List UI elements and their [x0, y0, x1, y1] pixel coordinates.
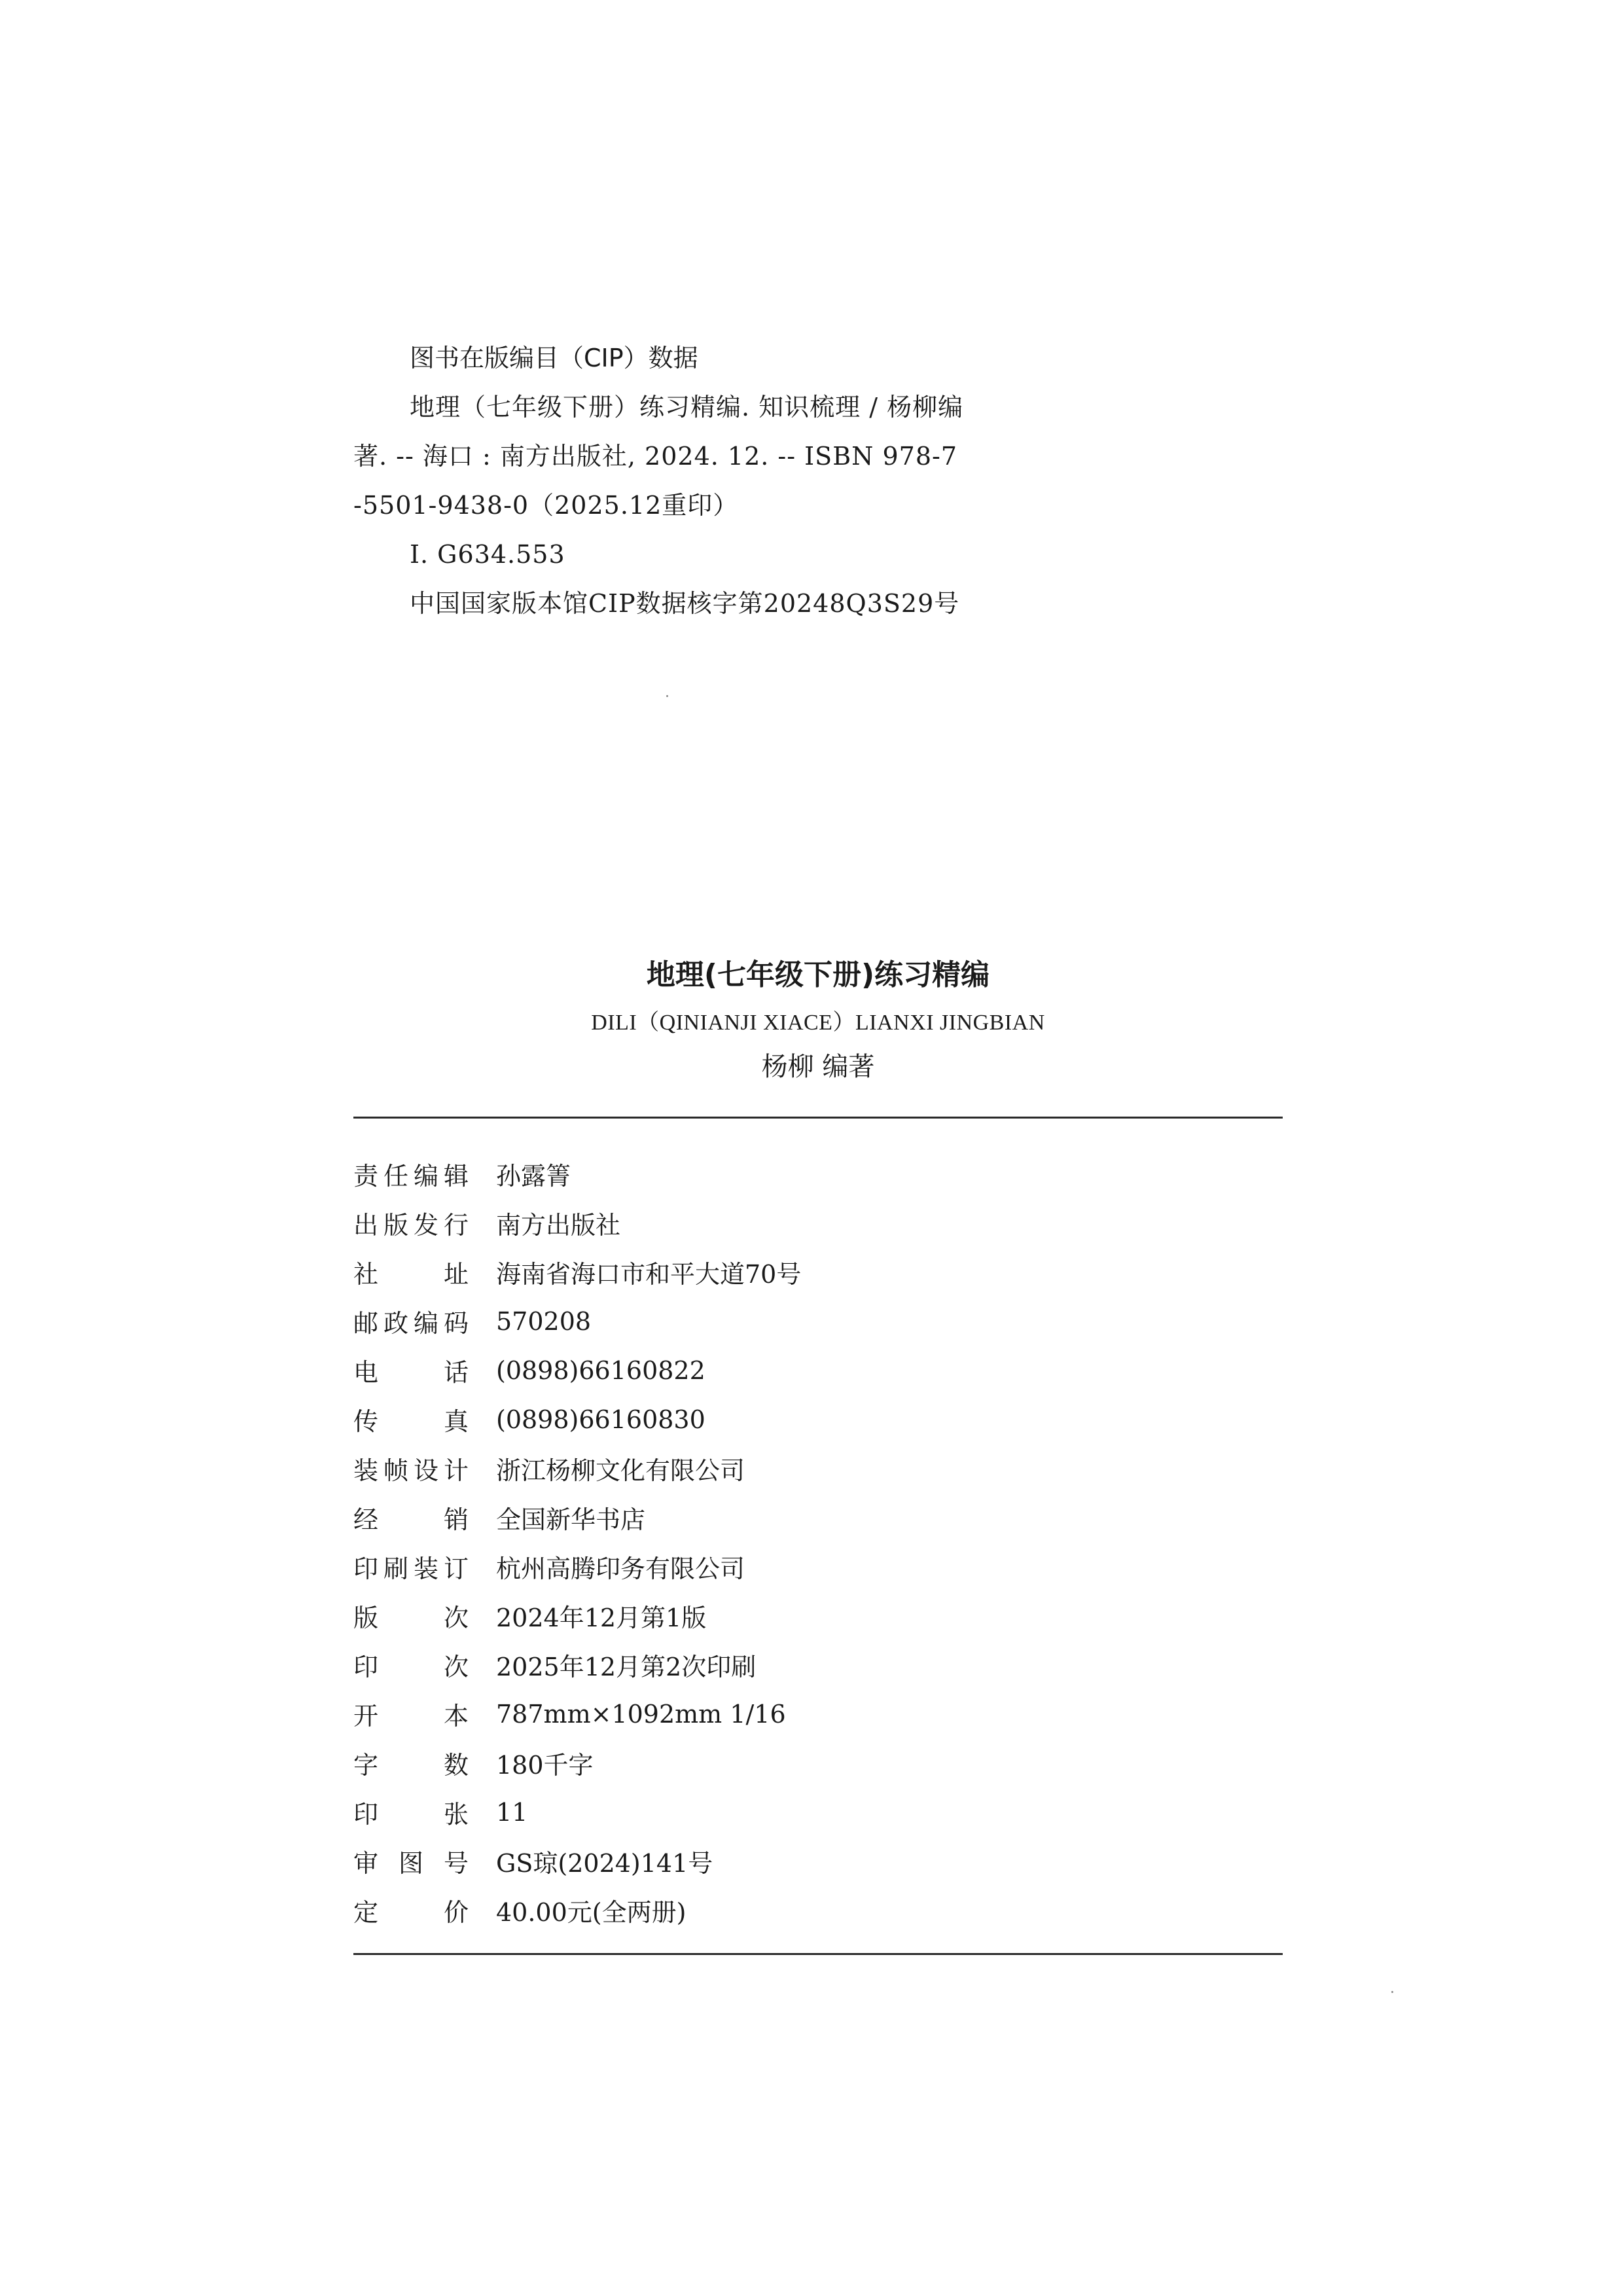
colophon-value: 180千字 — [496, 1751, 594, 1780]
colophon-row — [353, 1198, 1283, 1247]
colophon-label: 印 次 — [353, 1653, 469, 1681]
colophon-label: 印 刷 装 订 — [353, 1554, 469, 1583]
colophon-value: 杭州高腾印务有限公司 — [496, 1554, 745, 1583]
colophon-label: 社 址 — [353, 1260, 469, 1289]
colophon-label: 电 话 — [353, 1358, 469, 1387]
colophon-value: 浙江杨柳文化有限公司 — [496, 1456, 745, 1485]
scan-speck — [666, 695, 668, 697]
colophon-row — [353, 1297, 1283, 1346]
colophon-value: 孙露箐 — [496, 1162, 571, 1191]
colophon-label: 邮 政 编 码 — [353, 1309, 469, 1338]
colophon-label: 传 真 — [353, 1407, 469, 1436]
colophon-value: 2024年12月第1版 — [496, 1604, 707, 1632]
colophon-table — [353, 1149, 1283, 1935]
colophon-label: 定 价 — [353, 1898, 469, 1927]
cip-heading: 图书在版编目（CIP）数据 — [410, 344, 698, 372]
cip-line: 著. -- 海口 : 南方出版社, 2024. 12. -- ISBN 978-7 — [353, 442, 958, 471]
colophon-row — [353, 1738, 1283, 1787]
colophon-row — [353, 1149, 1283, 1198]
cip-line: 地理（七年级下册）练习精编. 知识梳理 / 杨柳编 — [410, 393, 964, 422]
colophon-row — [353, 1395, 1283, 1444]
colophon-row — [353, 1689, 1283, 1738]
colophon-value: (0898)66160830 — [496, 1405, 705, 1434]
cip-line: 中国国家版本馆CIP数据核字第20248Q3S29号 — [410, 589, 960, 618]
colophon-label: 审 图 号 — [353, 1849, 469, 1878]
colophon-label: 经 销 — [353, 1505, 469, 1534]
colophon-row — [353, 1247, 1283, 1297]
colophon-value: 海南省海口市和平大道70号 — [496, 1260, 802, 1289]
cip-line: -5501-9438-0（2025.12重印） — [353, 491, 739, 520]
cip-block — [353, 334, 1086, 628]
colophon-row — [353, 1493, 1283, 1542]
divider-top — [353, 1117, 1283, 1119]
colophon-value: 11 — [496, 1797, 528, 1827]
colophon-value: 787mm×1092mm 1/16 — [496, 1699, 786, 1729]
colophon-label: 字 数 — [353, 1751, 469, 1780]
colophon-value: 南方出版社 — [496, 1211, 621, 1240]
colophon-row — [353, 1886, 1283, 1935]
book-author: 杨柳 编著 — [761, 1052, 875, 1082]
colophon-label: 版 次 — [353, 1604, 469, 1632]
colophon-row — [353, 1591, 1283, 1640]
colophon-value: (0898)66160822 — [496, 1355, 705, 1385]
colophon-row — [353, 1542, 1283, 1591]
colophon-label: 责 任 编 辑 — [353, 1162, 469, 1191]
colophon-label: 出 版 发 行 — [353, 1211, 469, 1240]
colophon-row — [353, 1837, 1283, 1886]
colophon-value: 570208 — [496, 1306, 592, 1336]
colophon-row — [353, 1640, 1283, 1689]
divider-bottom — [353, 1953, 1283, 1955]
cip-line: Ⅰ. G634.553 — [410, 540, 565, 569]
colophon-row — [353, 1444, 1283, 1493]
scan-speck — [1391, 1991, 1393, 1993]
colophon-value: 40.00元(全两册) — [496, 1898, 687, 1927]
colophon-value: GS琼(2024)141号 — [496, 1849, 713, 1878]
colophon-row — [353, 1787, 1283, 1837]
colophon-label: 印 张 — [353, 1800, 469, 1829]
colophon-value: 2025年12月第2次印刷 — [496, 1653, 757, 1681]
colophon-value: 全国新华书店 — [496, 1505, 646, 1534]
book-title-pinyin: DILI（QINIANJI XIACE）LIANXI JINGBIAN — [591, 1011, 1045, 1035]
colophon-label: 开 本 — [353, 1702, 469, 1731]
colophon-row — [353, 1346, 1283, 1395]
book-title: 地理(七年级下册)练习精编 — [646, 958, 990, 992]
colophon-label: 装 帧 设 计 — [353, 1456, 469, 1485]
